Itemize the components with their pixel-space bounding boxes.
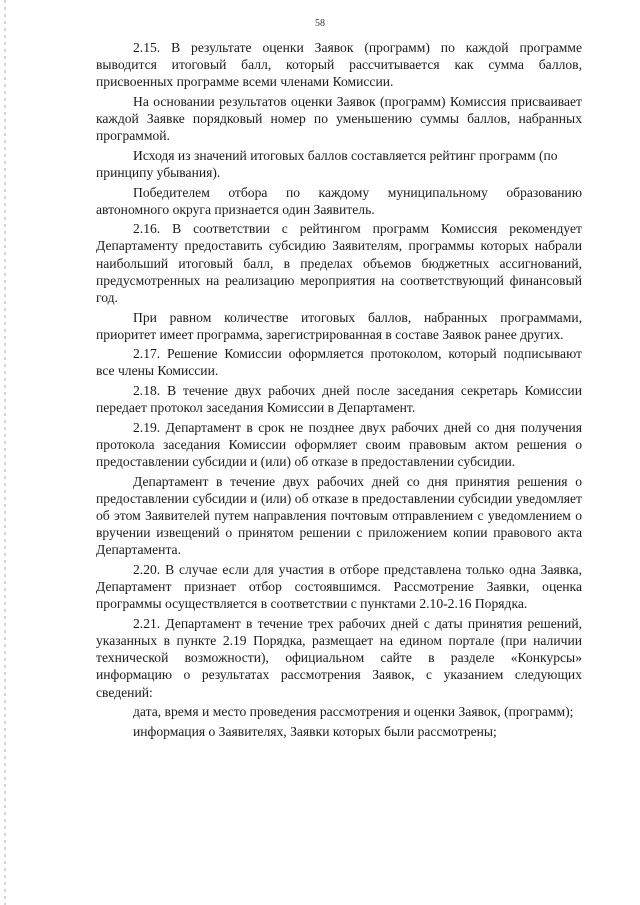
paragraph-2-15: 2.15. В результате оценки Заявок (программ) по каждой программе выводится итоговый балл, который рассчитывается как сумма баллов, присвоенных программе всеми членами Комиссии.: [96, 40, 582, 90]
paragraph-winner: Победителем отбора по каждому муниципальному образованию автономного округа признается один Заявитель.: [96, 184, 582, 217]
paragraph-list-date: дата, время и место проведения рассмотрения и оценки Заявок, (программ);: [133, 704, 574, 720]
paragraph-ranking-order: На основании результатов оценки Заявок (программ) Комиссия присваивает каждой Заявке порядковый номер по уменьшению суммы баллов, набранных программой.: [96, 93, 582, 144]
paragraph-notification: Департамент в течение двух рабочих дней со дня принятия решения о предоставлении субсидии и (или) об отказе в предоставлении субсидии уведомляет об этом Заявителей путем направления почтовым отправлением с уведомлением о вручении извещений о принятом решении с приложением копии правового акта Департамента.: [96, 473, 582, 558]
paragraph-rating: Исходя из значений итоговых баллов составляется рейтинг программ (по принципу убывания).: [96, 147, 558, 181]
page-number: 58: [315, 18, 325, 29]
paragraph-equal-score: При равном количестве итоговых баллов, набранных программами, приоритет имеет программа, зарегистрированная в составе Заявок ранее других.: [96, 309, 582, 342]
scan-edge-artifact: [4, 0, 6, 905]
paragraph-list-applicants: информация о Заявителях, Заявки которых были рассмотрены;: [133, 723, 497, 739]
paragraph-2-19: 2.19. Департамент в срок не позднее двух рабочих дней со дня получения протокола заседания Комиссии оформляет своим правовым актом решения о предоставлении субсидии и (или) об отказе в предоставлении субсидии.: [96, 419, 582, 470]
paragraph-2-17: 2.17. Решение Комиссии оформляется протоколом, который подписывают все члены Комиссии.: [96, 346, 582, 379]
paragraph-2-18: 2.18. В течение двух рабочих дней после заседания секретарь Комиссии передает протокол заседания Комиссии в Департамент.: [96, 382, 582, 416]
paragraph-2-16: 2.16. В соответствии с рейтингом программ Комиссия рекомендует Департаменту предоставить субсидию Заявителям, программы которых набрали наибольший итоговый балл, в пределах объемов бюджетных ассигнований, предусмотренных на реализацию мероприятия на соответствующий финансовый год.: [96, 221, 582, 306]
document-body: [96, 39, 582, 742]
paragraph-2-20: 2.20. В случае если для участия в отборе представлена только одна Заявка, Департамент признает отбор состоявшимся. Рассмотрение Заявки, оценка программы осуществляется в соответствии с пунктами 2.10-2.16 Порядка.: [96, 561, 582, 612]
paragraph-2-21: 2.21. Департамент в течение трех рабочих дней с даты принятия решений, указанных в пункте 2.19 Порядка, размещает на едином портале (при наличии технической возможности), официальном сайте в разделе «Конкурсы» информацию о результатах рассмотрения Заявок, с указанием следующих сведений:: [96, 615, 582, 700]
